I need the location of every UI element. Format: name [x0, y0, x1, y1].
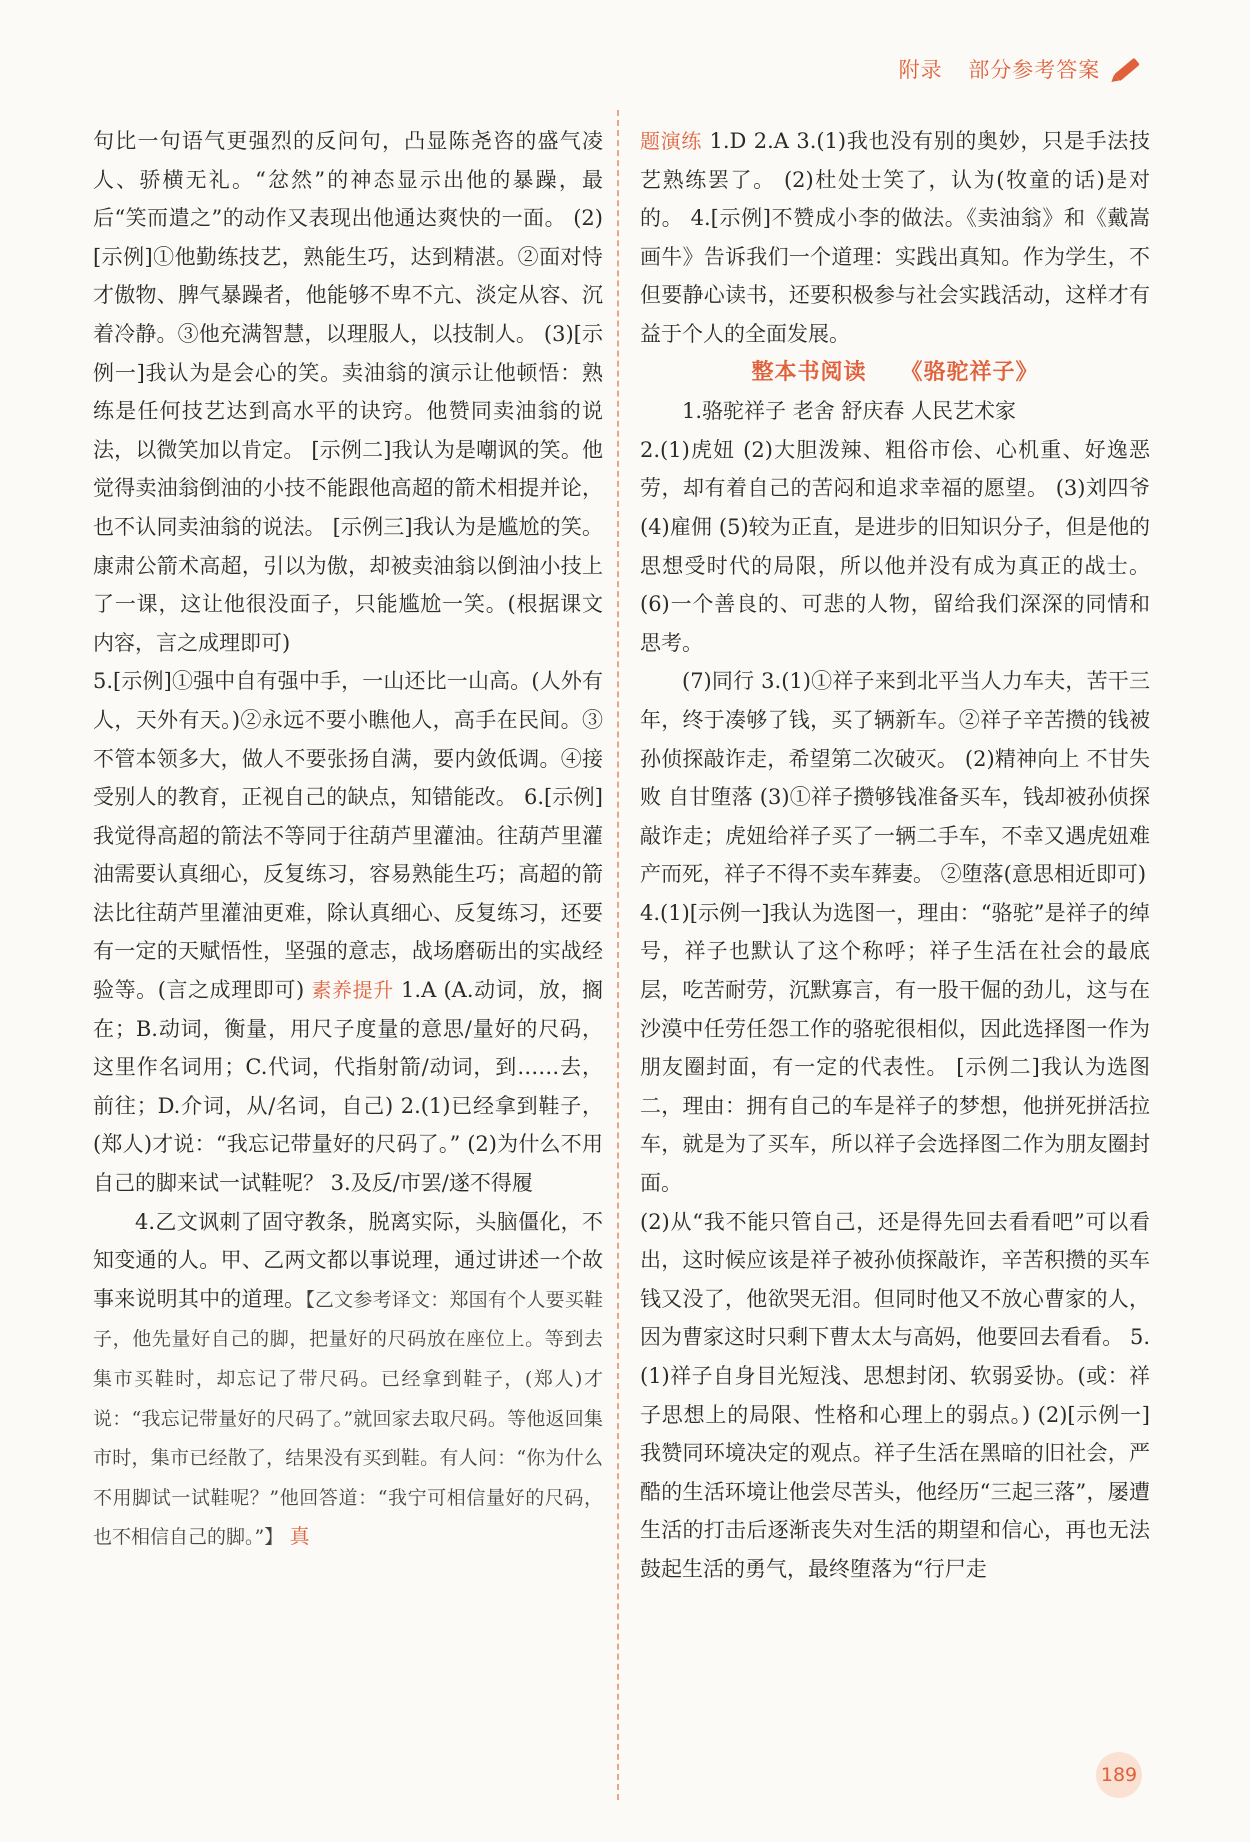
section-title-main: 整本书阅读 — [751, 359, 867, 385]
left-column — [93, 122, 603, 1557]
section-tag-zhenti-end: 题演练 — [640, 129, 703, 153]
answer-text: 5.[示例]①强中自有强中手，一山还比一山高。(人外有人，天外有天。)②永远不要小瞧他人，高手在民间。③不管本领多大，做人不要张扬自满，要内敛低调。④接受别人的教育，正视自己的缺点，知错能改。 6.[示例]我觉得高超的箭法不等同于往葫芦里灌油。往葫芦里灌油需要认真细心，反复练习，容易熟能生巧；高超的箭法比往葫芦里灌油更难，除认真细心、反复练习，还要有一定的天赋悟性，坚强的意志，战场磨砺出的实战经验等。(言之成理即可) — [93, 669, 603, 1003]
answer-text: 4.乙文讽刺了固守教条，脱离实际，头脑僵化，不知变通的人。甲、乙两文都以事说理，通过讲述一个故事来说明其中的道理。 — [93, 1209, 603, 1311]
column-divider — [617, 110, 619, 1800]
answer-paragraph: 4.(1)[示例一]我认为选图一，理由：“骆驼”是祥子的绰号，祥子也默认了这个称呼；祥子生活在社会的最底层，吃苦耐劳，沉默寡言，有一股干倔的劲儿，这与在沙漠中任劳任怨工作的骆驼很相似，因此选择图一作为朋友圈封面，有一定的代表性。 [示例二]我认为选图二，理由：拥有自己的车是祥子的梦想，他拼死拼活拉车，就是为了买车，所以祥子会选择图二作为朋友圈封面。 — [640, 900, 1150, 1196]
answer-paragraph: 1.骆驼祥子 老舍 舒庆春 人民艺术家 — [682, 399, 1017, 424]
answer-text: 1.A (A.动词，放，搁在；B.动词，衡量，用尺子度量的意思/量好的尺码，这里作名词用；C.代词，代指射箭/动词，到……去，前往；D.介词，从/名词，自己) 2.(1)已经拿到鞋子，(郑人)才说：“我忘记带量好的尺码了。” (2)为什么不用自己的脚来试一试鞋呢？ 3.及反/市罢/遂不得履 — [93, 978, 604, 1196]
answer-paragraph — [93, 1203, 603, 1557]
section-title-book: 《骆驼祥子》 — [900, 359, 1039, 385]
pencil-icon — [1114, 58, 1140, 82]
section-tag-suyang: 素养提升 — [311, 978, 394, 1003]
answer-paragraph: 2.(1)虎妞 (2)大胆泼辣、粗俗市侩、心机重、好逸恶劳，却有着自己的苦闷和追求幸福的愿望。 (3)刘四爷 (4)雇佣 (5)较为正直，是进步的旧知识分子，但是他的思想受时代的局限，所以他并没有成为真正的战士。 (6)一个善良的、可悲的人物，留给我们深深的同情和思考。 — [640, 437, 1150, 655]
section-tag-zhenti-start: 真 — [283, 1524, 310, 1549]
page-header — [881, 54, 1140, 84]
answer-text: 1.D 2.A 3.(1)我也没有别的奥妙，只是手法技艺熟练罢了。 (2)杜处士笑了，认为(牧童的话)是对的。 4.[示例]不赞成小李的做法。《卖油翁》和《戴嵩画牛》告诉我们一个道理：实践出真知。作为学生，不但要静心读书，还要积极参与社会实践活动，这样才有益于个人的全面发展。 — [640, 129, 1150, 346]
answer-paragraph — [93, 662, 603, 1202]
right-column — [640, 122, 1150, 1589]
section-title — [640, 354, 1150, 393]
answer-paragraph: 句比一句语气更强烈的反问句，凸显陈尧咨的盛气凌人、骄横无礼。“忿然”的神态显示出他的暴躁，最后“笑而遣之”的动作又表现出他通达爽快的一面。 (2)[示例]①他勤练技艺，熟能生巧，达到精湛。②面对恃才傲物、脾气暴躁者，他能够不卑不亢、淡定从容、沉着冷静。③他充满智慧，以理服人，以技制人。 (3)[示例一]我认为是会心的笑。卖油翁的演示让他顿悟：熟练是任何技艺达到高水平的诀窍。他赞同卖油翁的说法，以微笑加以肯定。 [示例二]我认为是嘲讽的笑。他觉得卖油翁倒油的小技不能跟他高超的箭术相提并论，也不认同卖油翁的说法。 [示例三]我认为是尴尬的笑。康肃公箭术高超，引以为傲，却被卖油翁以倒油小技上了一课，这让他很没面子，只能尴尬一笑。(根据课文内容，言之成理即可) — [93, 129, 603, 655]
answer-paragraph: (2)从“我不能只管自己，还是得先回去看看吧”可以看出，这时候应该是祥子被孙侦探敲诈，辛苦积攒的买车钱又没了，他欲哭无泪。但同时他又不放心曹家的人，因为曹家这时只剩下曹太太与高妈，他要回去看看。 5.(1)祥子自身目光短浅、思想封闭、软弱妥协。(或：祥子思想上的局限、性格和心理上的弱点。) (2)[示例一]我赞同环境决定的观点。祥子生活在黑暗的旧社会，严酷的生活环境让他尝尽苦头，他经历“三起三落”，屡遭生活的打击后逐渐丧失对生活的期望和信心，再也无法鼓起生活的勇气，最终堕落为“行尸走 — [640, 1209, 1150, 1581]
appendix-label: 附录 — [898, 58, 943, 82]
section-label: 部分参考答案 — [968, 58, 1101, 82]
page-number: 189 — [1096, 1752, 1142, 1798]
translation-text: 【乙文参考译文：郑国有个人要买鞋子，他先量好自己的脚，把量好的尺码放在座位上。等到去集市买鞋时，却忘记了带尺码。已经拿到鞋子，(郑人)才说：“我忘记带量好的尺码了。”就回家去取尺码。等他返回集市时，集市已经散了，结果没有买到鞋。有人问：“你为什么不用脚试一试鞋呢？”他回答道：“我宁可相信量好的尺码，也不相信自己的脚。”】 — [93, 1288, 603, 1549]
answer-paragraph — [640, 122, 1150, 354]
answer-paragraph: (7)同行 3.(1)①祥子来到北平当人力车夫，苦干三年，终于凑够了钱，买了辆新车。②祥子辛苦攒的钱被孙侦探敲诈走，希望第二次破灭。 (2)精神向上 不甘失败 自甘堕落 (3)①祥子攒够钱准备买车，钱却被孙侦探敲诈走；虎妞给祥子买了一辆二手车，不幸又遇虎妞难产而死，祥子不得不卖车葬妻。 ②堕落(意思相近即可) — [640, 669, 1150, 887]
